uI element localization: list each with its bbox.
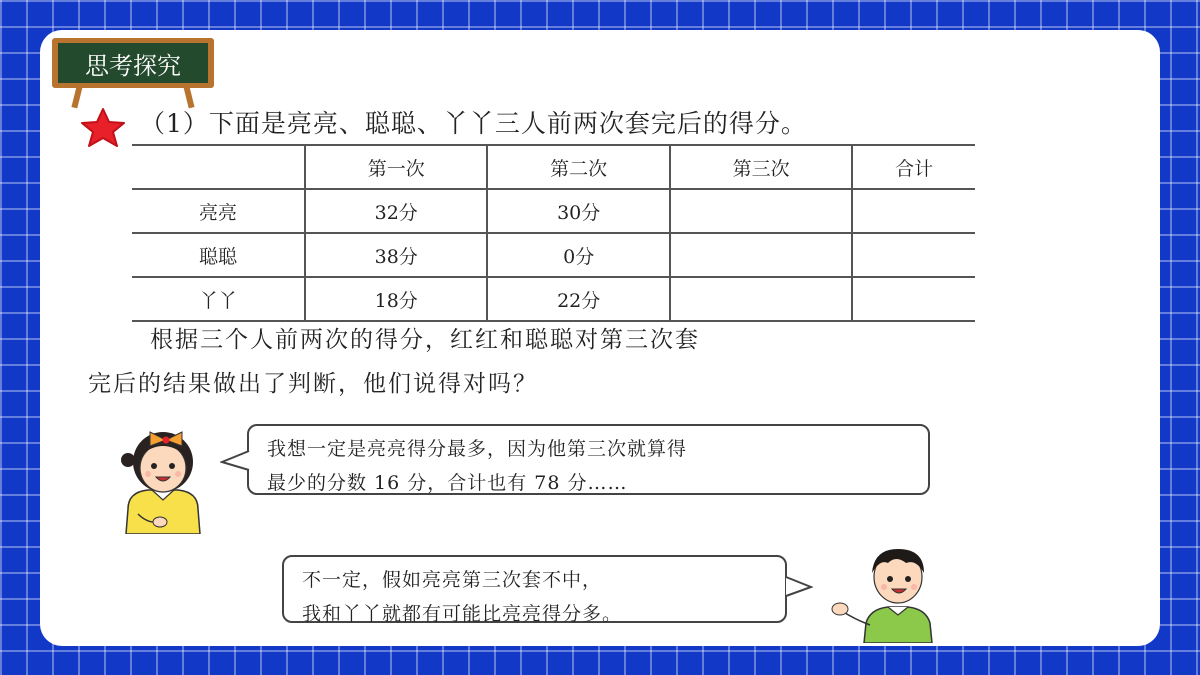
boy-speech-line-2: 我和丫丫就都有可能比亮亮得分多。: [302, 603, 623, 625]
table-row: [132, 277, 975, 321]
cell-second: 30分: [487, 189, 669, 233]
question-paragraph: [88, 318, 988, 406]
question-line-2: 完后的结果做出了判断，他们说得对吗？: [88, 371, 538, 397]
cell-second: 0分: [487, 233, 669, 277]
table-row: [132, 189, 975, 233]
header-cell-third: 第三次: [670, 145, 852, 189]
board-leg-left: [71, 86, 82, 109]
cell-total: [852, 233, 975, 277]
question-line-1: 根据三个人前两次的得分，红红和聪聪对第三次套: [150, 327, 700, 353]
boy-speech-bubble: [282, 555, 787, 623]
cell-third: [670, 233, 852, 277]
star-icon: [78, 107, 128, 149]
boy-speech-line-1: 不一定，假如亮亮第三次套不中，: [302, 569, 603, 591]
problem-statement: （1）下面是亮亮、聪聪、丫丫三人前两次套完后的得分。: [140, 109, 807, 138]
cell-second: 22分: [487, 277, 669, 321]
row-name: 聪聪: [132, 233, 305, 277]
score-table: [132, 144, 975, 322]
girl-bubble-tail: [220, 448, 250, 474]
table-header-row: [132, 145, 975, 189]
girl-speech-line-1: 我想一定是亮亮得分最多，因为他第三次就算得: [267, 438, 688, 460]
girl-speech-line-2: 最少的分数 16 分，合计也有 78 分……: [267, 472, 628, 494]
row-name: 丫丫: [132, 277, 305, 321]
cell-first: 38分: [305, 233, 487, 277]
table-row: [132, 233, 975, 277]
cell-third: [670, 189, 852, 233]
girl-illustration: [108, 414, 218, 534]
cell-first: 18分: [305, 277, 487, 321]
cell-first: 32分: [305, 189, 487, 233]
girl-speech-bubble: [247, 424, 930, 495]
cell-third: [670, 277, 852, 321]
boy-bubble-tail: [785, 574, 813, 600]
boy-illustration: [826, 543, 946, 643]
cell-total: [852, 277, 975, 321]
header-cell-empty: [132, 145, 305, 189]
board-title: 思考探究: [58, 43, 208, 83]
cell-total: [852, 189, 975, 233]
header-cell-second: 第二次: [487, 145, 669, 189]
blackboard-icon: [52, 38, 214, 108]
row-name: 亮亮: [132, 189, 305, 233]
header-cell-first: 第一次: [305, 145, 487, 189]
header-cell-total: 合计: [852, 145, 975, 189]
